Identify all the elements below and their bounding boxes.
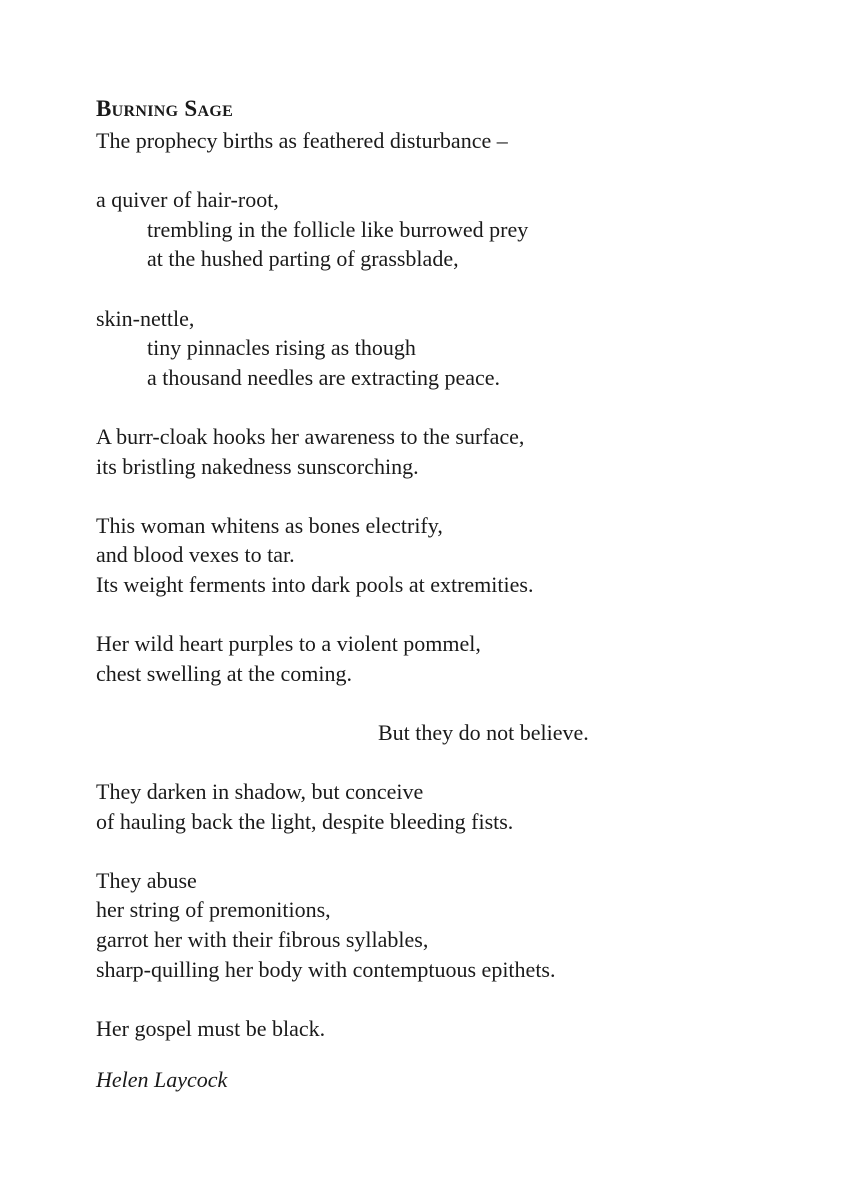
poem-line: The prophecy births as feathered disturbance –	[96, 128, 508, 153]
poem-line: A burr-cloak hooks her awareness to the surface,	[96, 423, 525, 449]
poem-title: Burning Sage	[96, 96, 234, 121]
poem-line: its bristling nakedness sunscorching.	[96, 453, 419, 479]
poem-line: sharp-quilling her body with contemptuous epithets.	[96, 956, 556, 982]
poem-line: Her gospel must be black.	[96, 1015, 326, 1041]
poem-line: a thousand needles are extracting peace.	[147, 364, 501, 390]
poem-line: They abuse	[96, 867, 197, 893]
poem-line: They darken in shadow, but conceive	[96, 779, 424, 805]
poem-line: chest swelling at the coming.	[96, 660, 352, 686]
poem-page	[96, 92, 796, 1095]
stanza-gap	[96, 984, 796, 1014]
stanza-gap	[96, 274, 796, 304]
stanza-gap	[96, 688, 796, 718]
poem-line: Her wild heart purples to a violent pommel,	[96, 631, 481, 657]
poem-line: Its weight ferments into dark pools at extremities.	[96, 571, 534, 597]
poem-line: her string of premonitions,	[96, 897, 331, 923]
poem-line: tiny pinnacles rising as though	[147, 335, 416, 361]
stanza-gap	[96, 747, 796, 777]
stanza-gap	[96, 600, 796, 630]
stanza-gap	[96, 156, 796, 186]
poem-line: This woman whitens as bones electrify,	[96, 512, 443, 538]
poem-line-offset: But they do not believe.	[378, 719, 589, 745]
stanza-gap	[96, 481, 796, 511]
poem-line: skin-nettle,	[96, 305, 195, 331]
poem-author: Helen Laycock	[96, 1067, 228, 1093]
poem-line: of hauling back the light, despite bleeding fists.	[96, 808, 514, 834]
poem-line: and blood vexes to tar.	[96, 542, 295, 568]
stanza-gap	[96, 392, 796, 422]
poem-line: at the hushed parting of grassblade,	[147, 246, 459, 272]
stanza-gap	[96, 836, 796, 866]
poem-line: garrot her with their fibrous syllables,	[96, 927, 429, 953]
poem-line: a quiver of hair-root,	[96, 187, 279, 213]
poem-line: trembling in the follicle like burrowed prey	[147, 216, 529, 242]
